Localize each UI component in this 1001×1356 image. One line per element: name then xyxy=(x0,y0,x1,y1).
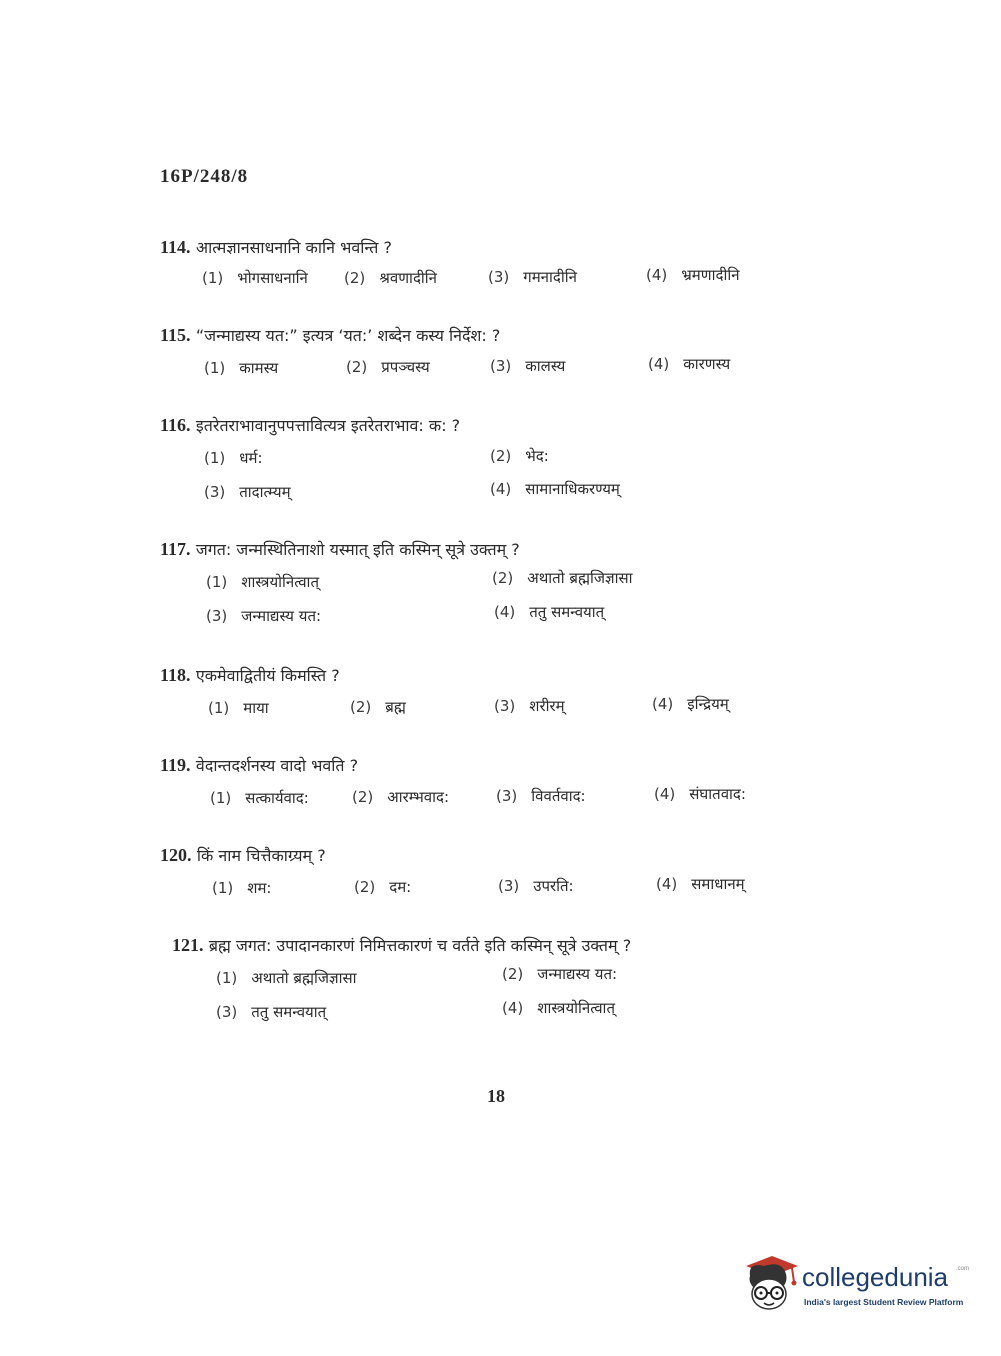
option-3: (3) तादात्म्यम् xyxy=(204,483,291,501)
option-1: (1) भोगसाधनानि xyxy=(202,269,308,287)
options xyxy=(160,560,800,624)
question-119 xyxy=(160,754,800,810)
option-2: (2) जन्माद्यस्य यत: xyxy=(502,965,618,983)
question-117 xyxy=(160,538,800,624)
collegedunia-watermark xyxy=(742,1252,972,1314)
option-4: (4) ततु समन्वयात् xyxy=(494,603,605,621)
brand-name: collegedunia xyxy=(802,1262,949,1292)
option-3: (3) जन्माद्यस्य यत: xyxy=(206,607,322,625)
question-text: वेदान्तदर्शनस्य वादो भवति ? xyxy=(195,756,359,775)
option-2: (2) श्रवणादीनि xyxy=(344,269,438,287)
option-4: (4) इन्द्रियम् xyxy=(652,695,729,713)
option-1: (1) शम: xyxy=(212,879,272,897)
options xyxy=(160,866,800,900)
option-3: (3) ततु समन्वयात् xyxy=(216,1003,327,1021)
option-4: (4) कारणस्य xyxy=(648,355,731,373)
option-2: (2) प्रपञ्चस्य xyxy=(346,358,430,376)
option-1: (1) माया xyxy=(208,699,269,717)
question-118 xyxy=(160,664,800,720)
option-2: (2) अथातो ब्रह्मजिज्ञासा xyxy=(492,569,633,587)
option-1: (1) धर्म: xyxy=(204,449,263,467)
question-text: एकमेवाद्वितीयं किमस्ति ? xyxy=(195,666,340,685)
brand-tagline: India's largest Student Review Platform xyxy=(804,1297,964,1307)
option-3: (3) गमनादीनि xyxy=(488,268,577,286)
question-number: 114. xyxy=(160,237,191,257)
question-number: 117. xyxy=(160,539,191,559)
question-114 xyxy=(160,236,800,292)
question-number: 119. xyxy=(160,755,191,775)
question-number: 118. xyxy=(160,665,191,685)
question-number: 116. xyxy=(160,415,191,435)
page-number: 18 xyxy=(487,1086,505,1106)
options xyxy=(160,686,800,720)
question-number: 121. xyxy=(172,935,204,955)
options xyxy=(160,346,800,380)
option-3: (3) उपरति: xyxy=(498,877,574,895)
option-1: (1) कामस्य xyxy=(204,359,279,377)
options xyxy=(160,436,800,500)
option-3: (3) विवर्तवाद: xyxy=(496,787,586,805)
option-3: (3) शरीरम् xyxy=(494,697,565,715)
question-text: जगत: जन्मस्थितिनाशो यस्मात् इति कस्मिन् सूत्रे उक्तम् ? xyxy=(195,540,520,559)
option-4: (4) संघातवाद: xyxy=(654,785,746,803)
option-2: (2) ब्रह्म xyxy=(350,698,406,716)
options xyxy=(160,258,800,292)
question-text: आत्मज्ञानसाधनानि कानि भवन्ति ? xyxy=(195,238,393,257)
question-text: “जन्माद्यस्य यत:” इत्यत्र ‘यत:’ शब्देन कस्य निर्देश: ? xyxy=(195,326,501,345)
question-text: किं नाम चित्तैकाग्र्यम् ? xyxy=(196,846,326,865)
question-number: 115. xyxy=(160,325,191,345)
option-2: (2) भेद: xyxy=(490,447,549,465)
option-4: (4) सामानाधिकरण्यम् xyxy=(490,480,620,498)
option-1: (1) शास्त्रयोनित्वात् xyxy=(206,573,319,591)
option-4: (4) शास्त्रयोनित्वात् xyxy=(502,999,615,1017)
question-120 xyxy=(160,844,800,900)
brand-domain: .com xyxy=(956,1266,970,1272)
option-4: (4) भ्रमणादीनि xyxy=(646,266,740,284)
option-1: (1) अथातो ब्रह्मजिज्ञासा xyxy=(216,969,357,987)
question-121 xyxy=(172,934,812,1020)
graduate-mascot-icon xyxy=(742,1252,800,1312)
question-text: इतरेतराभावानुपपत्तावित्यत्र इतरेतराभाव: क: ? xyxy=(195,416,461,435)
question-115 xyxy=(160,324,800,380)
option-1: (1) सत्कार्यवाद: xyxy=(210,789,309,807)
option-2: (2) दम: xyxy=(354,878,412,896)
question-text: ब्रह्म जगत: उपादानकारणं निमित्तकारणं च वर्तते इति कस्मिन् सूत्रे उक्तम् ? xyxy=(208,936,632,955)
options xyxy=(160,776,800,810)
paper-code: 16P/248/8 xyxy=(160,166,249,187)
question-number: 120. xyxy=(160,845,192,865)
option-4: (4) समाधानम् xyxy=(656,875,745,893)
option-2: (2) आरम्भवाद: xyxy=(352,788,450,806)
option-3: (3) कालस्य xyxy=(490,357,566,375)
options xyxy=(172,956,812,1020)
question-116 xyxy=(160,414,800,500)
